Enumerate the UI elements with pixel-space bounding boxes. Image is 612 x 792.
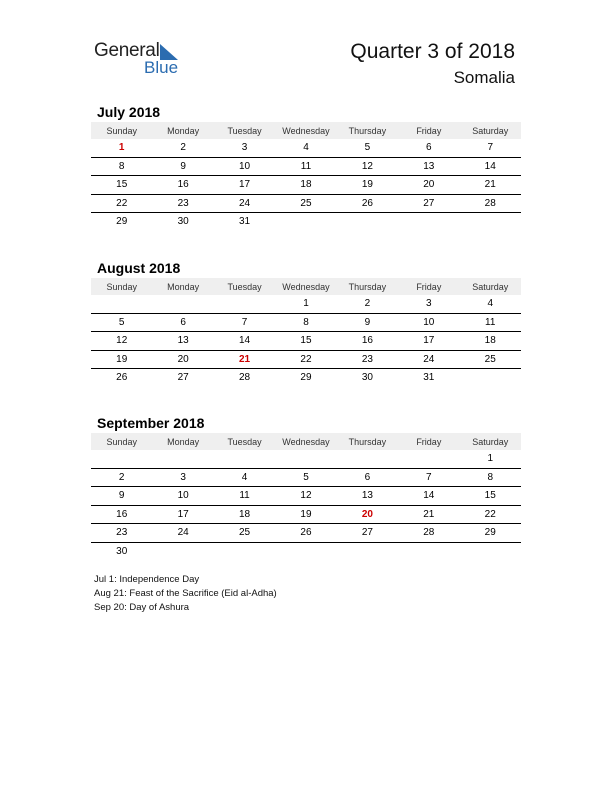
week-row [91,158,521,177]
day-cell: 18 [300,179,312,191]
day-cell: 22 [116,197,128,209]
day-cell: 6 [426,142,432,154]
day-cell: 21 [423,508,435,520]
day-cell: 10 [238,160,251,172]
weekday-label: Monday [167,125,200,136]
week-row [91,524,521,543]
weekday-label: Sunday [106,436,137,447]
day-cell: 9 [118,490,125,502]
page-title: Quarter 3 of 2018 [350,40,515,63]
day-cell: 15 [300,335,312,347]
day-cell: 14 [423,490,435,502]
day-cell: 2 [364,298,371,310]
country-name: Somalia [453,68,515,87]
weekday-label: Wednesday [282,125,330,136]
weekday-label: Saturday [472,281,509,292]
day-cell: 31 [423,372,435,384]
day-cell: 16 [361,335,373,347]
day-cell: 21 [238,353,251,365]
day-cell: 25 [484,353,496,365]
day-cell: 2 [180,142,186,154]
weekday-label: Wednesday [282,436,330,447]
month-july [91,102,521,231]
day-cell: 1 [487,453,494,465]
day-cell: 17 [177,508,189,520]
week-row [91,543,521,561]
day-cell: 9 [180,160,186,172]
weekday-label: Monday [167,281,200,292]
day-cell: 14 [484,160,496,172]
week-row [91,450,521,469]
logo-word-blue: Blue [144,58,179,77]
weekday-header [91,278,521,295]
day-cell: 24 [177,527,189,539]
day-cell: 26 [361,197,373,209]
weekday-label: Sunday [106,125,137,136]
day-cell: 27 [177,372,189,384]
day-cell: 9 [364,316,371,328]
day-cell: 14 [238,335,251,347]
day-cell: 18 [238,508,251,520]
day-cell: 15 [116,179,128,191]
month-title: July 2018 [97,104,161,120]
day-cell: 5 [118,316,125,328]
week-row [91,332,521,351]
day-cell: 27 [423,197,435,209]
weekday-label: Thursday [348,125,387,136]
holiday-note: Jul 1: Independence Day [94,574,200,585]
weeks-grid [91,450,521,560]
day-cell: 11 [300,160,312,172]
day-cell: 20 [177,353,189,365]
day-cell: 30 [116,545,128,557]
day-cell: 4 [487,298,494,310]
day-cell: 11 [485,316,496,328]
day-cell: 16 [177,179,189,191]
day-cell: 31 [238,216,251,228]
day-cell: 20 [361,508,373,520]
day-cell: 24 [423,353,435,365]
week-row [91,314,521,333]
day-cell: 17 [238,179,251,191]
day-cell: 4 [303,142,309,154]
weekday-header [91,433,521,450]
day-cell: 13 [361,490,373,502]
day-cell: 28 [423,527,435,539]
day-cell: 26 [116,372,128,384]
weeks-grid [91,139,521,231]
day-cell: 22 [300,353,312,365]
day-cell: 12 [300,490,312,502]
day-cell: 8 [487,471,494,483]
logo-word-general: General [94,40,160,61]
holiday-note: Aug 21: Feast of the Sacrifice (Eid al-Adha) [94,588,277,599]
day-cell: 6 [364,471,371,483]
day-cell: 4 [241,471,248,483]
day-cell: 17 [423,335,435,347]
week-row [91,351,521,370]
holiday-notes [94,573,277,615]
day-cell: 15 [484,490,496,502]
day-cell: 2 [118,471,125,483]
day-cell: 28 [484,197,496,209]
day-cell: 7 [426,471,432,483]
weekday-label: Wednesday [282,281,330,292]
day-cell: 30 [177,216,189,228]
holiday-note: Sep 20: Day of Ashura [94,602,190,613]
day-cell: 7 [487,142,494,154]
day-cell: 12 [116,335,128,347]
day-cell: 29 [116,216,128,228]
weekday-label: Saturday [472,125,509,136]
week-row [91,176,521,195]
weekday-label: Tuesday [227,436,262,447]
weekday-label: Monday [167,436,200,447]
week-row [91,469,521,488]
day-cell: 13 [423,160,435,172]
brand-logo [94,40,194,80]
week-row [91,139,521,158]
day-cell: 19 [361,179,373,191]
weekday-label: Friday [416,436,442,447]
month-title: September 2018 [97,415,205,431]
day-cell: 8 [118,160,125,172]
day-cell: 21 [484,179,496,191]
day-cell: 19 [116,353,128,365]
day-cell: 24 [238,197,251,209]
day-cell: 20 [423,179,435,191]
week-row [91,213,521,231]
weekday-header [91,122,521,139]
day-cell: 10 [423,316,435,328]
day-cell: 29 [484,527,496,539]
day-cell: 3 [180,471,186,483]
week-row [91,295,521,314]
weekday-label: Tuesday [227,281,262,292]
day-cell: 1 [303,298,309,310]
day-cell: 19 [300,508,312,520]
day-cell: 23 [116,527,128,539]
day-cell: 16 [116,508,128,520]
weekday-label: Friday [416,281,442,292]
week-row [91,487,521,506]
weekday-label: Tuesday [227,125,262,136]
day-cell: 26 [300,527,312,539]
day-cell: 29 [300,372,312,384]
day-cell: 18 [484,335,496,347]
day-cell: 1 [118,142,125,154]
day-cell: 5 [303,471,309,483]
day-cell: 10 [177,490,189,502]
day-cell: 11 [239,490,250,502]
day-cell: 25 [300,197,312,209]
day-cell: 25 [238,527,251,539]
week-row [91,195,521,214]
day-cell: 28 [238,372,251,384]
day-cell: 23 [361,353,373,365]
day-cell: 8 [303,316,309,328]
day-cell: 30 [361,372,373,384]
weekday-label: Saturday [472,436,509,447]
day-cell: 3 [241,142,248,154]
month-title: August 2018 [97,260,181,276]
week-row [91,369,521,387]
weekday-label: Friday [416,125,442,136]
day-cell: 23 [177,197,189,209]
day-cell: 6 [180,316,186,328]
day-cell: 13 [177,335,189,347]
weekday-label: Sunday [106,281,137,292]
month-august [91,258,521,387]
weeks-grid [91,295,521,387]
week-row [91,506,521,525]
day-cell: 27 [361,527,373,539]
day-cell: 22 [484,508,496,520]
weekday-label: Thursday [348,281,387,292]
weekday-label: Thursday [348,436,387,447]
day-cell: 12 [361,160,373,172]
day-cell: 3 [426,298,432,310]
month-september [91,413,521,560]
day-cell: 7 [241,316,248,328]
day-cell: 5 [364,142,371,154]
